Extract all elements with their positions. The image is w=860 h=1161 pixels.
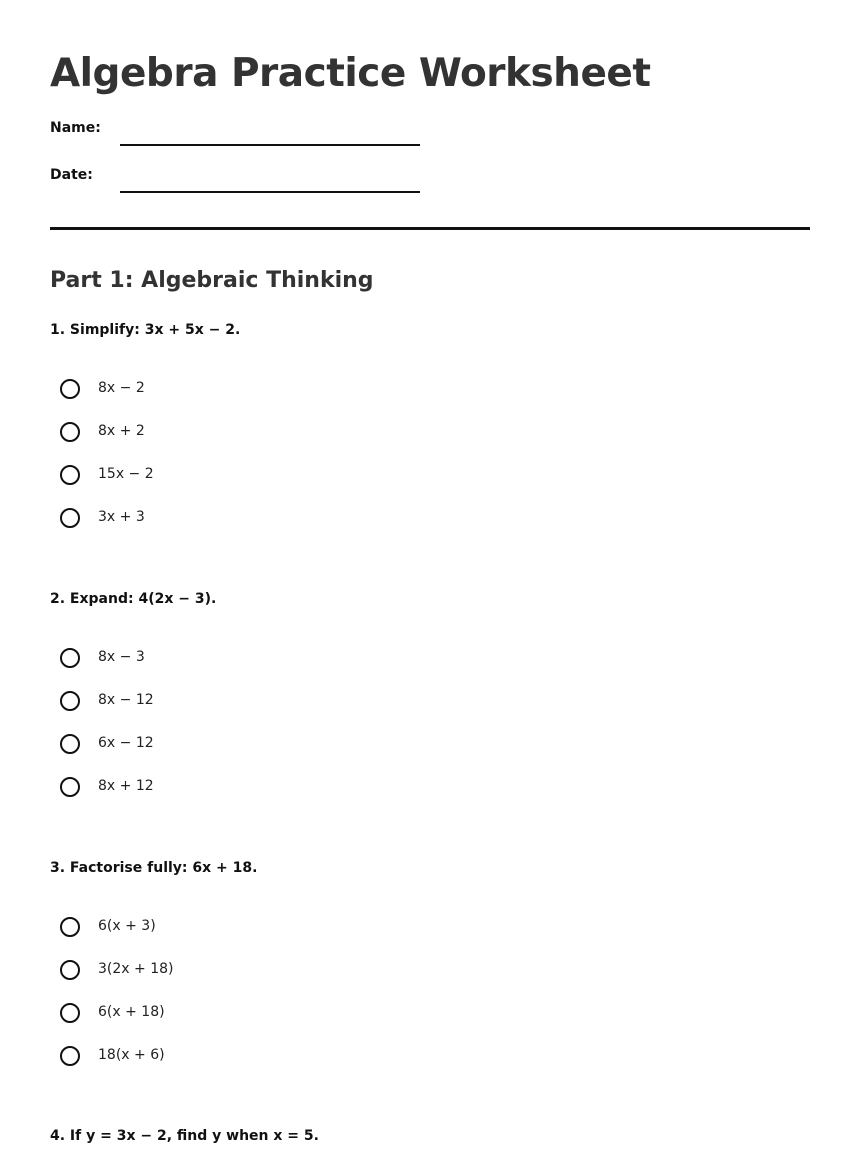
answer-text: 3(2x + 18) [98,961,174,977]
answer-text: 6(x + 18) [98,1004,165,1020]
answer-text: 15x − 2 [98,466,154,482]
radio-button[interactable] [60,422,80,442]
answer-text: 6x − 12 [98,735,154,751]
radio-button[interactable] [60,691,80,711]
answer-text: 8x + 2 [98,423,145,439]
date-field-row [50,163,450,193]
question-prompt: 3. Factorise fully: 6x + 18. [50,860,258,876]
worksheet-title: Algebra Practice Worksheet [50,51,651,96]
answer-text: 8x − 3 [98,649,145,665]
date-input[interactable] [120,191,420,193]
date-label: Date: [50,167,93,183]
answer-text: 3x + 3 [98,509,145,525]
header-divider [50,227,810,230]
radio-button[interactable] [60,734,80,754]
radio-button[interactable] [60,648,80,668]
answer-text: 8x − 12 [98,692,154,708]
answer-text: 8x − 2 [98,380,145,396]
radio-button[interactable] [60,465,80,485]
name-label: Name: [50,120,101,136]
question-prompt: 1. Simplify: 3x + 5x − 2. [50,322,241,338]
answer-text: 8x + 12 [98,778,154,794]
radio-button[interactable] [60,1046,80,1066]
section-title: Part 1: Algebraic Thinking [50,268,374,293]
answer-text: 6(x + 3) [98,918,156,934]
radio-button[interactable] [60,917,80,937]
radio-button[interactable] [60,960,80,980]
answer-text: 18(x + 6) [98,1047,165,1063]
radio-button[interactable] [60,1003,80,1023]
radio-button[interactable] [60,379,80,399]
radio-button[interactable] [60,777,80,797]
question-prompt: 4. If y = 3x − 2, find y when x = 5. [50,1128,319,1144]
name-field-row [50,116,450,146]
radio-button[interactable] [60,508,80,528]
name-input[interactable] [120,144,420,146]
question-prompt: 2. Expand: 4(2x − 3). [50,591,217,607]
